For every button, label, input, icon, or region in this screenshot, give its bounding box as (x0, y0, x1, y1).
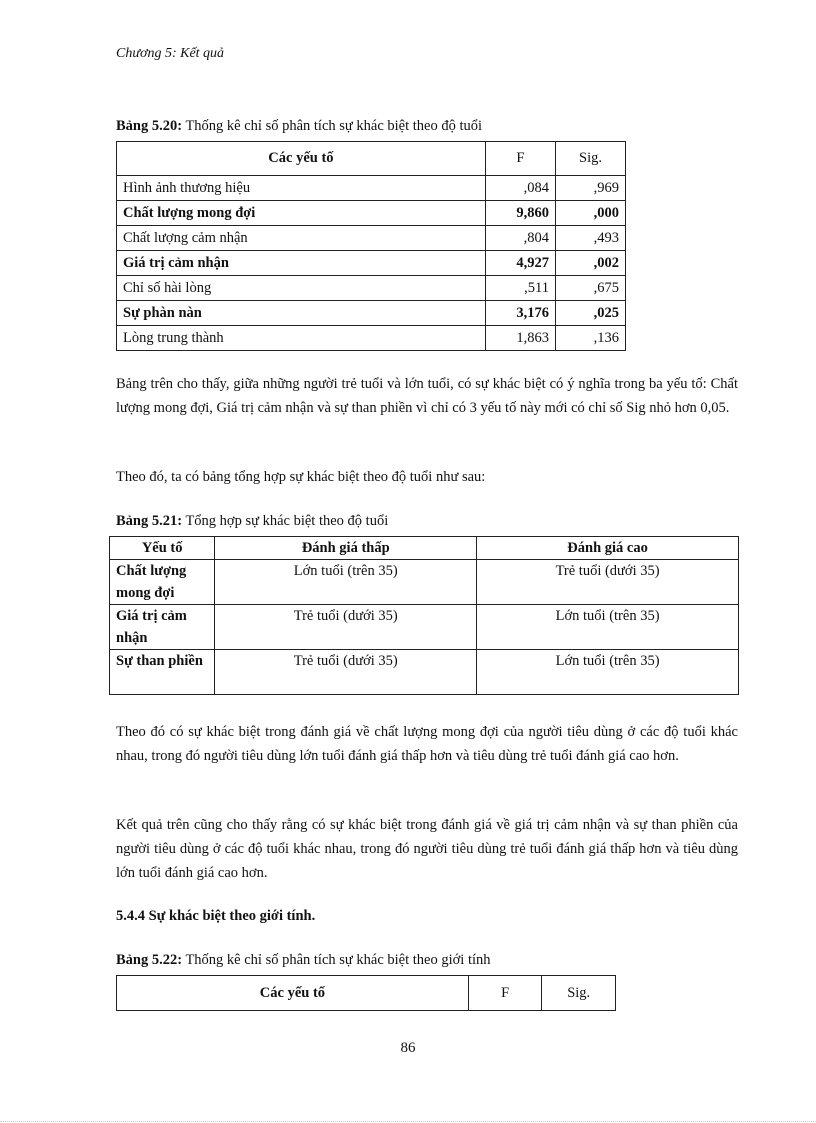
table3-header-factor: Các yếu tố (117, 976, 469, 1011)
low-cell: Trẻ tuổi (dưới 35) (215, 605, 477, 650)
sig-cell: ,969 (556, 176, 626, 201)
table-row (110, 650, 739, 695)
table3-caption-label: Bảng 5.22: (116, 952, 183, 968)
table-row (117, 251, 626, 276)
f-cell: 4,927 (485, 251, 555, 276)
table-row (117, 326, 626, 351)
table1-caption-label: Bảng 5.20: (116, 118, 183, 134)
sig-cell: ,493 (556, 226, 626, 251)
factor-cell: Chỉ số hài lòng (117, 276, 486, 301)
paragraph-2: Theo đó, ta có bảng tổng hợp sự khác biệt theo độ tuổi như sau: (116, 469, 486, 485)
page-number: 86 (400, 1040, 416, 1056)
table-row (117, 176, 626, 201)
factor-cell: Giá trị cảm nhận (117, 251, 486, 276)
high-cell: Lớn tuổi (trên 35) (477, 650, 739, 695)
table2-header-low: Đánh giá thấp (215, 537, 477, 560)
paragraph-1: Bảng trên cho thấy, giữa những người trẻ tuổi và lớn tuổi, có sự khác biệt có ý nghĩa trong ba yếu tố: Chất lượng mong đợi, Giá trị cảm nhận và sự than phiền vì chỉ có 3 yếu tố này mới có chỉ số Sig nhỏ hơn 0,05. (116, 376, 738, 416)
paragraph-4: Kết quả trên cũng cho thấy rằng có sự khác biệt trong đánh giá về giá trị cảm nhận và sự than phiền của người tiêu dùng ở các độ tuổi khác nhau, trong đó người tiêu dùng trẻ tuổi đánh giá thấp hơn và tiêu dùng lớn tuổi đánh giá cao hơn. (116, 817, 738, 881)
table2-header-high: Đánh giá cao (477, 537, 739, 560)
factor-cell: Sự phàn nàn (117, 301, 486, 326)
paragraph-3: Theo đó có sự khác biệt trong đánh giá về chất lượng mong đợi của người tiêu dùng ở các độ tuổi khác nhau, trong đó người tiêu dùng lớn tuổi đánh giá thấp hơn và tiêu dùng trẻ tuổi đánh giá cao hơn. (116, 724, 738, 764)
section-heading: 5.4.4 Sự khác biệt theo giới tính. (116, 908, 316, 924)
low-cell: Trẻ tuổi (dưới 35) (215, 650, 477, 695)
factor-cell: Chất lượng cảm nhận (117, 226, 486, 251)
f-cell: 1,863 (485, 326, 555, 351)
f-cell: 9,860 (485, 201, 555, 226)
sig-cell: ,136 (556, 326, 626, 351)
table-row (110, 560, 739, 605)
table3-caption (116, 952, 491, 969)
factor-cell: Lòng trung thành (117, 326, 486, 351)
table1-caption (116, 118, 482, 135)
sig-cell: ,025 (556, 301, 626, 326)
table-row (110, 605, 739, 650)
factor-cell: Sự than phiền (110, 650, 215, 695)
table-age-stats (116, 141, 626, 351)
table1-caption-text: Thống kê chỉ số phân tích sự khác biệt theo độ tuổi (182, 118, 483, 134)
high-cell: Lớn tuổi (trên 35) (477, 605, 739, 650)
table-row (117, 201, 626, 226)
page-border (0, 1121, 816, 1122)
factor-cell: Hình ảnh thương hiệu (117, 176, 486, 201)
factor-cell: Chất lượng mong đợi (117, 201, 486, 226)
f-cell: ,804 (485, 226, 555, 251)
table3-caption-text: Thống kê chỉ số phân tích sự khác biệt theo giới tính (182, 952, 491, 968)
table2-caption-text: Tổng hợp sự khác biệt theo độ tuổi (182, 513, 389, 529)
table-row (117, 276, 626, 301)
table-age-summary (109, 536, 739, 695)
sig-cell: ,000 (556, 201, 626, 226)
table1-header-f: F (485, 142, 555, 176)
table1-header-factor: Các yếu tố (117, 142, 486, 176)
f-cell: ,511 (485, 276, 555, 301)
factor-cell: Giá trị cảm nhận (110, 605, 215, 650)
f-cell: ,084 (485, 176, 555, 201)
factor-cell: Chất lượng mong đợi (110, 560, 215, 605)
table2-header-factor: Yếu tố (110, 537, 215, 560)
table-row (117, 301, 626, 326)
table-gender-stats (116, 975, 616, 1011)
chapter-header: Chương 5: Kết quả (116, 46, 225, 61)
sig-cell: ,675 (556, 276, 626, 301)
f-cell: 3,176 (485, 301, 555, 326)
table2-caption (116, 513, 388, 530)
table-row (117, 226, 626, 251)
low-cell: Lớn tuổi (trên 35) (215, 560, 477, 605)
table3-header-sig: Sig. (542, 976, 616, 1011)
table1-header-sig: Sig. (556, 142, 626, 176)
sig-cell: ,002 (556, 251, 626, 276)
table2-caption-label: Bảng 5.21: (116, 513, 183, 529)
table3-header-f: F (468, 976, 542, 1011)
high-cell: Trẻ tuổi (dưới 35) (477, 560, 739, 605)
